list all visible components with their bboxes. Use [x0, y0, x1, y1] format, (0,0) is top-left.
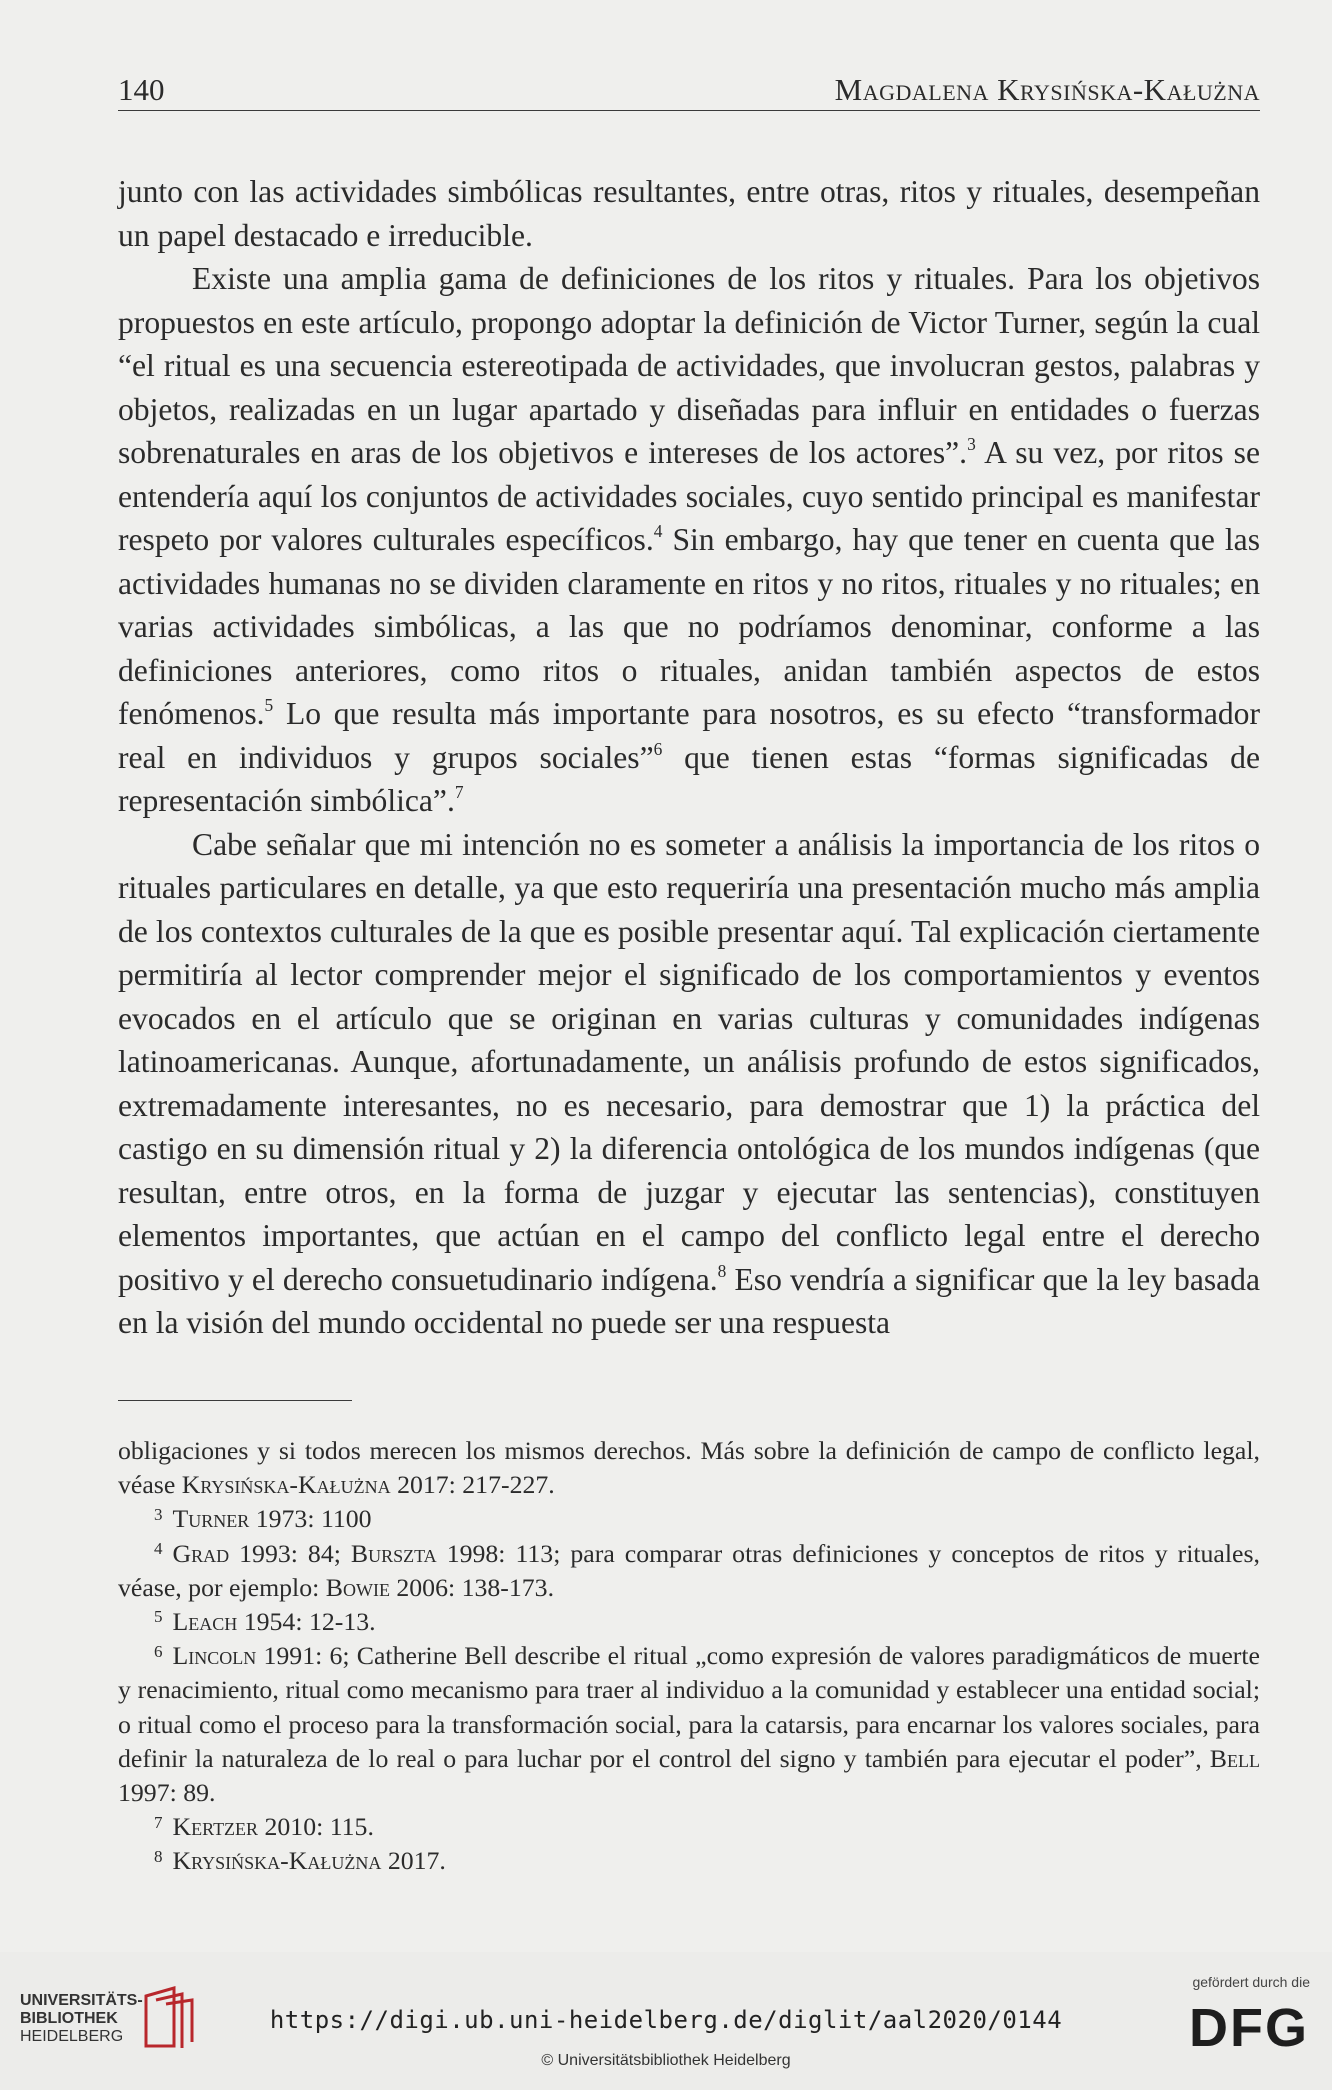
- footnote-ref[interactable]: 7: [454, 782, 464, 802]
- footnote-3: [118, 1502, 1260, 1536]
- footnote-text: 1993: 84;: [229, 1538, 351, 1568]
- footnote-text: 2017: 217-227.: [390, 1470, 555, 1500]
- footnote-ref[interactable]: 3: [967, 434, 976, 454]
- footnote-ref[interactable]: 5: [264, 695, 274, 715]
- footnote-5: [118, 1605, 1260, 1639]
- footnote-text: obligaciones y si todos merecen los mismos derechos. Más sobre la definición de campo de conflicto legal, véase: [118, 1436, 1260, 1500]
- footnote-text: 2017.: [381, 1846, 446, 1876]
- footnote-4: [118, 1537, 1260, 1605]
- running-head-author: Magdalena Krysińska-Kałużna: [834, 72, 1260, 107]
- footnote-text: 1954: 12-13.: [237, 1607, 376, 1637]
- footnote-text: 1997: 89.: [118, 1778, 216, 1808]
- footnotes: [118, 1434, 1260, 1879]
- author-name: Leach: [172, 1607, 238, 1637]
- copyright-notice: © Universitätsbibliothek Heidelberg: [541, 2052, 791, 2069]
- author-name: Kertzer: [172, 1812, 259, 1842]
- footnote-text: 1991: 6; Catherine Bell describe el ritual „como expresión de valores paradigmáticos de muerte y renacimiento, ritual como mecanismo para traer al individuo a la comunidad y establecer una entidad social; o ritual como el proceso para la transformación social, para la catarsis, para encarnar los valores sociales, para definir la naturaleza de lo real o para luchar por el control del signo y también para ejecutar el poder”,: [118, 1641, 1260, 1773]
- footnote-number: 6: [154, 1641, 163, 1661]
- author-name: Lincoln: [172, 1641, 257, 1671]
- footnote-number: 3: [154, 1504, 163, 1524]
- footnote-7: [118, 1810, 1260, 1844]
- footnote-ref[interactable]: 8: [717, 1261, 727, 1281]
- author-name: Grad: [172, 1538, 230, 1568]
- footnote-8: [118, 1844, 1260, 1878]
- author-name: Burszta: [350, 1538, 437, 1568]
- paragraph-text: Sin embargo, hay que tener en cuenta que las actividades humanas no se dividen claramente en ritos y no ritos, rituales y no rituales; en varias actividades simbólicas, a las que no podríamos denominar, conforme a las definiciones anteriores, como ritos o rituales, anidan también aspectos de estos fenómenos.: [118, 522, 1260, 731]
- author-name: Bell: [1209, 1743, 1260, 1773]
- footnote-ref[interactable]: 4: [653, 521, 663, 541]
- digitization-footer: [0, 1952, 1332, 2090]
- paragraph-text: que tienen estas “formas significadas de representación simbólica”.: [118, 739, 1260, 818]
- paragraph-intention: [118, 823, 1260, 1345]
- funder-logo-text: DFG: [1189, 1998, 1309, 2058]
- author-name: Krysińska-Kałużna: [172, 1846, 382, 1876]
- library-name-line: HEIDELBERG: [20, 2028, 124, 2045]
- footnote-rule: [118, 1400, 352, 1401]
- paragraph-text: Existe una amplia gama de definiciones de los ritos y rituales. Para los objetivos propuestos en este artículo, propongo adoptar la definición de Victor Turner, según la cual “el ritual es una secuencia estereotipada de actividades, que involucran gestos, palabras y objetos, realizadas en un lugar apartado y diseñadas para influir en entidades o fuerzas sobrenaturales en aras de los objetivos e intereses de los actores”.: [118, 261, 1260, 470]
- funding-caption: gefördert durch die: [1192, 1974, 1310, 1990]
- footnote-number: 5: [154, 1607, 163, 1627]
- author-name: Krysińska-Kałużna: [181, 1470, 391, 1500]
- footnote-number: 7: [154, 1812, 163, 1832]
- page-number: 140: [118, 72, 165, 107]
- footnote-number: 4: [154, 1538, 163, 1558]
- footnote-text: 2010: 115.: [258, 1812, 374, 1842]
- footnote-text: 1998: 113; para comparar otras definiciones y conceptos de ritos y rituales, véase, por ejemplo:: [118, 1538, 1260, 1602]
- footnote-text: 1973: 1100: [249, 1504, 372, 1534]
- footnote-number: 8: [154, 1846, 163, 1866]
- paragraph-text: Eso vendría a significar que la ley basada en la visión del mundo occidental no puede ser una respuesta: [118, 1261, 1260, 1340]
- footnote-text: 2006: 138-173.: [389, 1572, 555, 1602]
- running-head: [118, 66, 1260, 111]
- paragraph-text: junto con las actividades simbólicas resultantes, entre otras, ritos y rituales, desempeñan un papel destacado e irreducible.: [118, 174, 1260, 253]
- library-name-line: BIBLIOTHEK: [20, 2010, 118, 2027]
- footnote-6: [118, 1639, 1260, 1810]
- body-text: [118, 170, 1260, 1345]
- dfg-logo-icon[interactable]: [1186, 1994, 1312, 2058]
- author-name: Bowie: [325, 1572, 390, 1602]
- footnote-continued: [118, 1434, 1260, 1502]
- paragraph-text: Lo que resulta más importante para nosotros, es su efecto “transformador real en individuos y grupos sociales”: [118, 696, 1260, 775]
- paragraph-text: Cabe señalar que mi intención no es someter a análisis la importancia de los ritos o rituales particulares en detalle, ya que esto requeriría una presentación mucho más amplia de los contextos culturales de la que es posible presentar aquí. Tal explicación ciertamente permitiría al lector comprender mejor el significado de los comportamientos y eventos evocados en el artículo que se originan en varias culturas y comunidades indígenas latinoamericanas. Aunque, afortunadamente, un análisis profundo de estos significados, extremadamente interesantes, no es necesario, para demostrar que 1) la práctica del castigo en su dimensión ritual y 2) la diferencia ontológica de los mundos indígenas (que resultan, entre otros, en la forma de juzgar y ejecutar las sentencias), constituyen elementos importantes, que actúan en el campo del conflicto legal entre el derecho positivo y el derecho consuetudinario indígena.: [118, 826, 1260, 1297]
- footnote-ref[interactable]: 6: [653, 739, 663, 759]
- library-name-line: UNIVERSITÄTS-: [20, 1992, 143, 2009]
- permalink-url[interactable]: https://digi.ub.uni-heidelberg.de/diglit/aal2020/0144: [269, 2006, 1063, 2034]
- author-name: Turner: [172, 1504, 250, 1534]
- paragraph-text: A su vez, por ritos se entendería aquí los conjuntos de actividades sociales, cuyo sentido principal es manifestar respeto por valores culturales específicos.: [118, 435, 1260, 557]
- paragraph-continued: [118, 170, 1260, 257]
- paragraph-definitions: [118, 257, 1260, 823]
